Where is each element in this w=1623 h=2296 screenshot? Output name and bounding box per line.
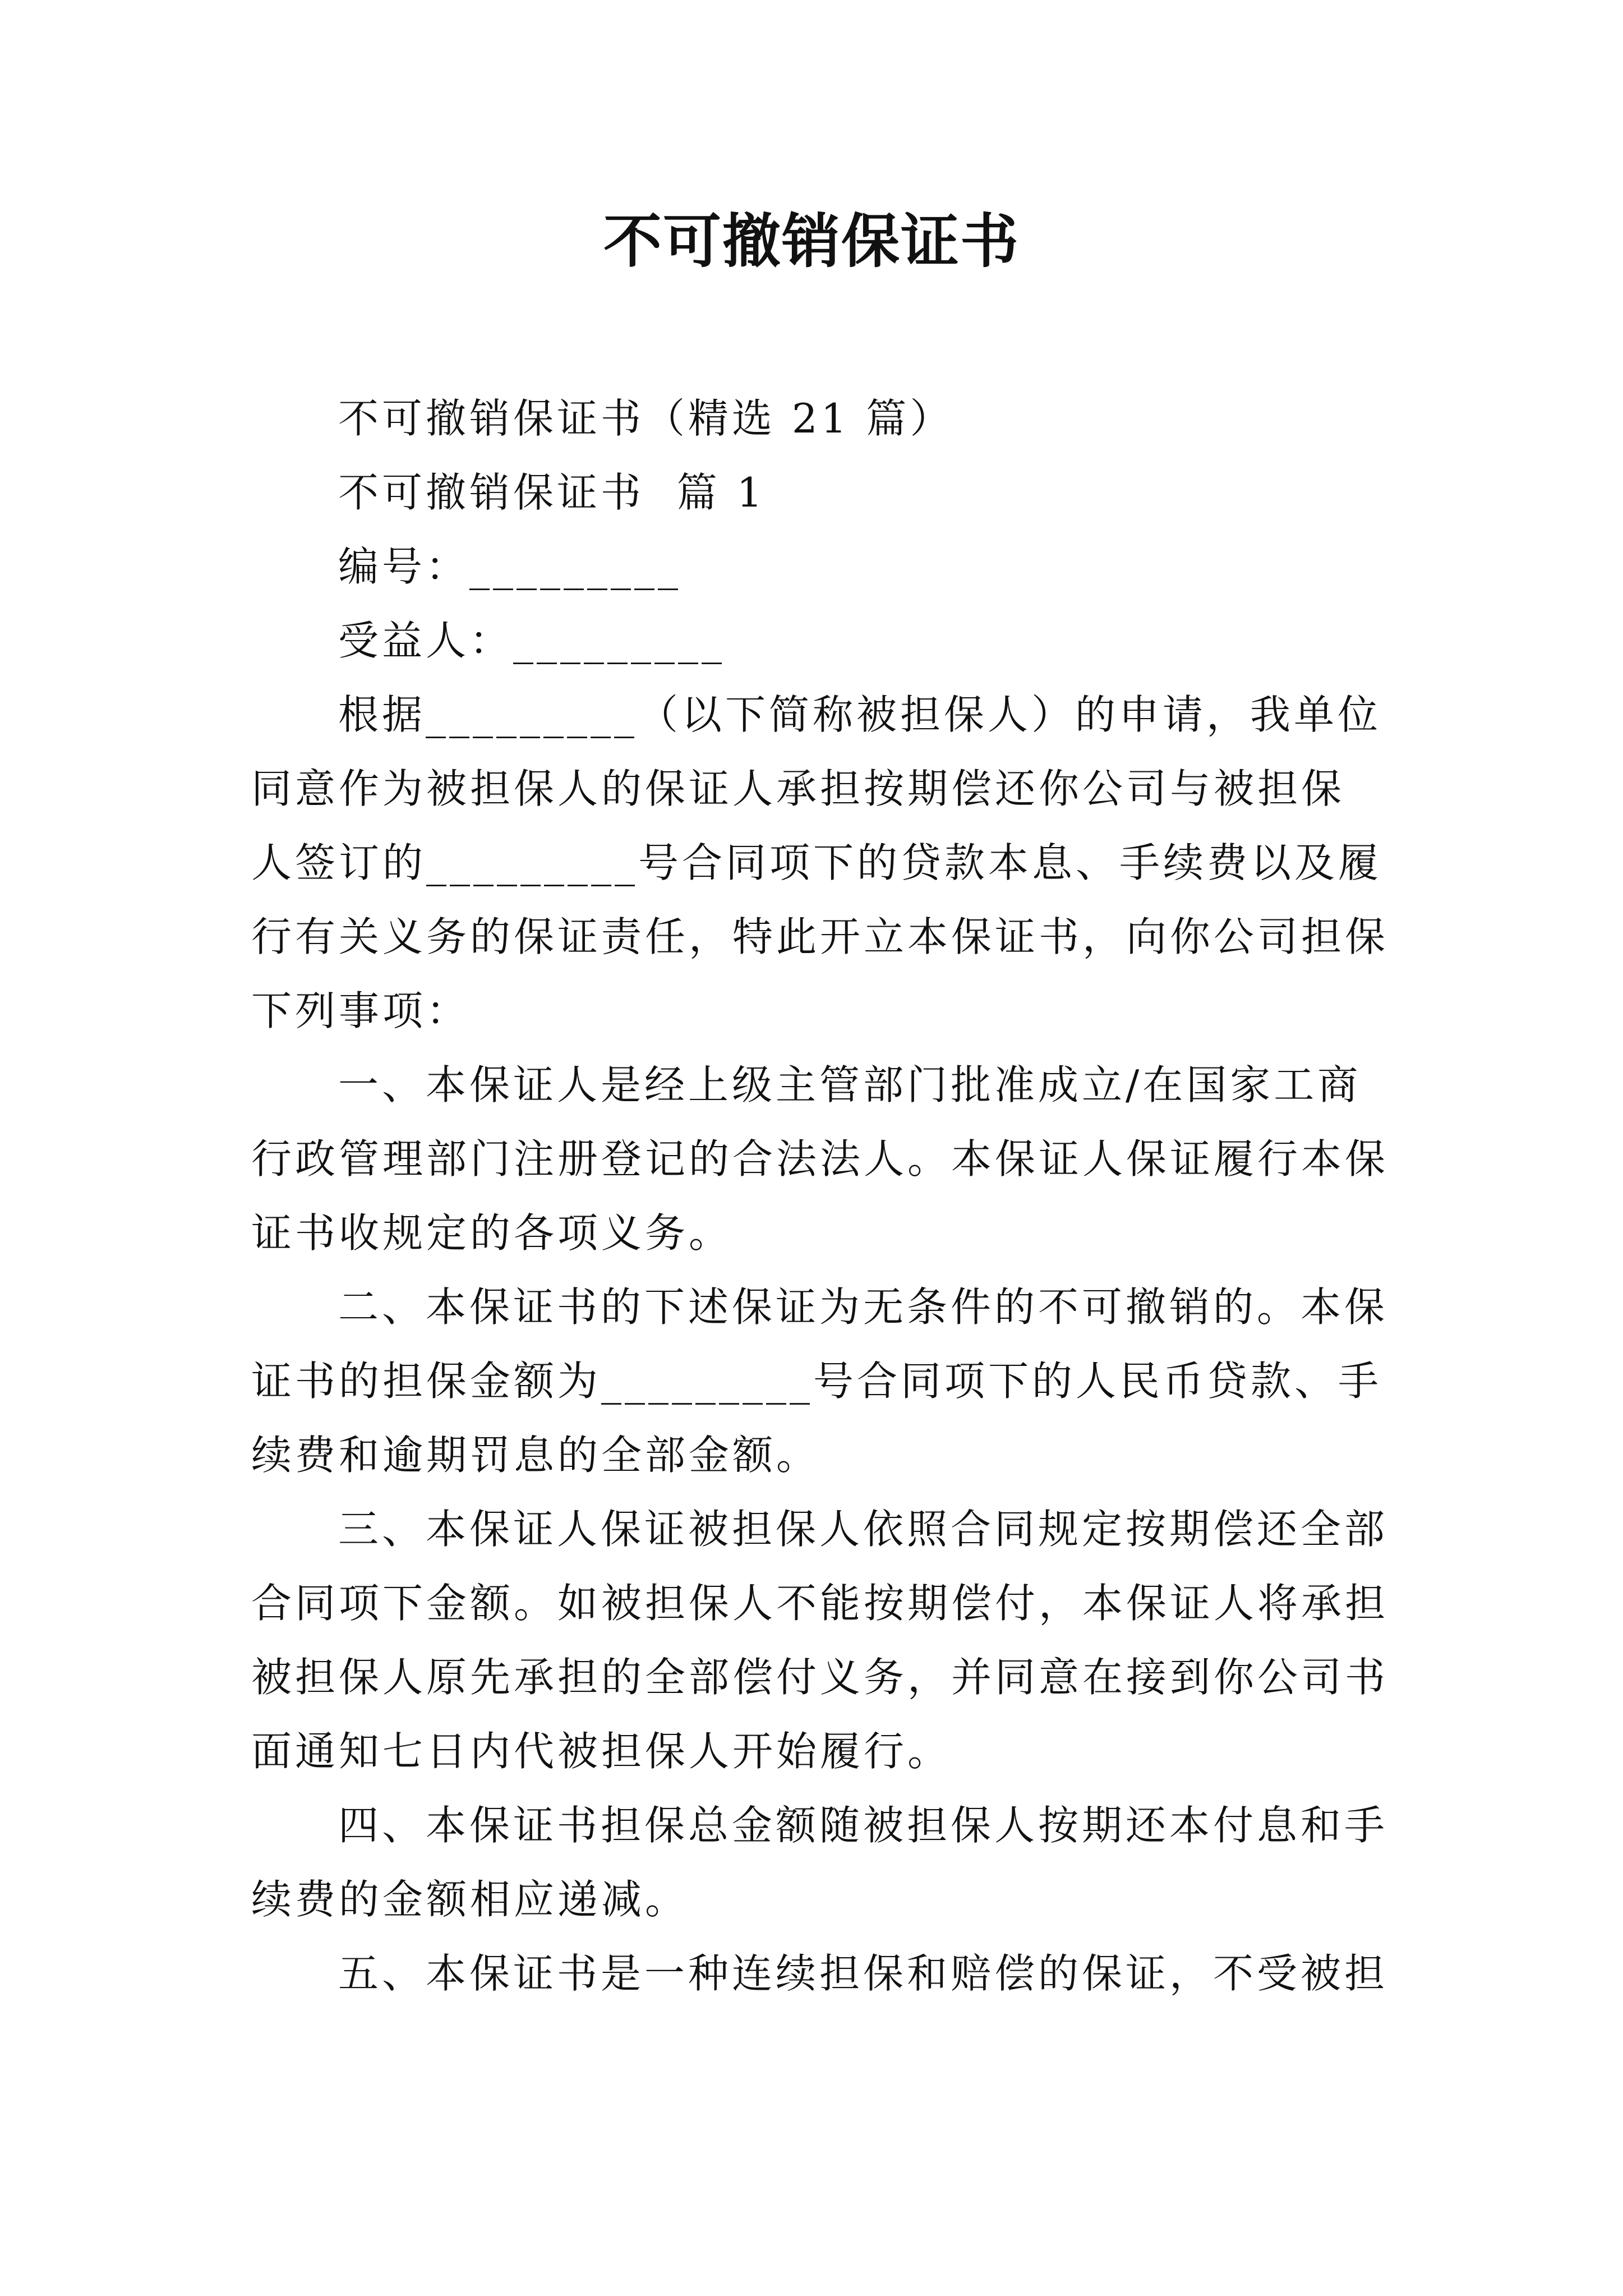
body-line: 续费的金额相应递减。	[251, 1876, 689, 1923]
body-line: 根据_________（以下简称被担保人）的申请，我单位	[338, 691, 1382, 738]
document-body	[251, 381, 1390, 2010]
body-line: 一、本保证人是经上级主管部门批准成立/在国家工商	[338, 1061, 1362, 1108]
body-line: 不可撤销保证书 篇 1	[338, 469, 766, 516]
body-line: 四、本保证书担保总金额随被担保人按期还本付息和手	[338, 1802, 1389, 1849]
body-line: 五、本保证书是一种连续担保和赔偿的保证，不受被担	[338, 1950, 1389, 1997]
body-line: 不可撤销保证书（精选 21 篇）	[338, 395, 954, 442]
body-line: 行政管理部门注册登记的合法法人。本保证人保证履行本保	[251, 1135, 1389, 1182]
body-line: 证书收规定的各项义务。	[251, 1209, 733, 1257]
body-line: 二、本保证书的下述保证为无条件的不可撤销的。本保	[338, 1283, 1389, 1331]
body-line: 行有关义务的保证责任，特此开立本保证书，向你公司担保	[251, 913, 1389, 960]
body-line: 被担保人原先承担的全部偿付义务，并同意在接到你公司书	[251, 1654, 1389, 1701]
body-line: 续费和逾期罚息的全部金额。	[251, 1432, 820, 1479]
body-line: 面通知七日内代被担保人开始履行。	[251, 1728, 952, 1775]
body-line: 下列事项：	[251, 987, 471, 1034]
body-line: 人签订的_________号合同项下的贷款本息、手续费以及履	[251, 839, 1382, 886]
body-line: 合同项下金额。如被担保人不能按期偿付，本保证人将承担	[251, 1580, 1389, 1627]
body-line: 同意作为被担保人的保证人承担按期偿还你公司与被担保	[251, 765, 1345, 812]
body-line: 编号：_________	[338, 543, 682, 590]
document-title: 不可撤销保证书	[603, 206, 1020, 275]
body-line: 三、本保证人保证被担保人依照合同规定按期偿还全部	[338, 1506, 1389, 1553]
body-line: 证书的担保金额为_________号合同项下的人民币贷款、手	[251, 1358, 1382, 1405]
body-line: 受益人：_________	[338, 617, 726, 664]
